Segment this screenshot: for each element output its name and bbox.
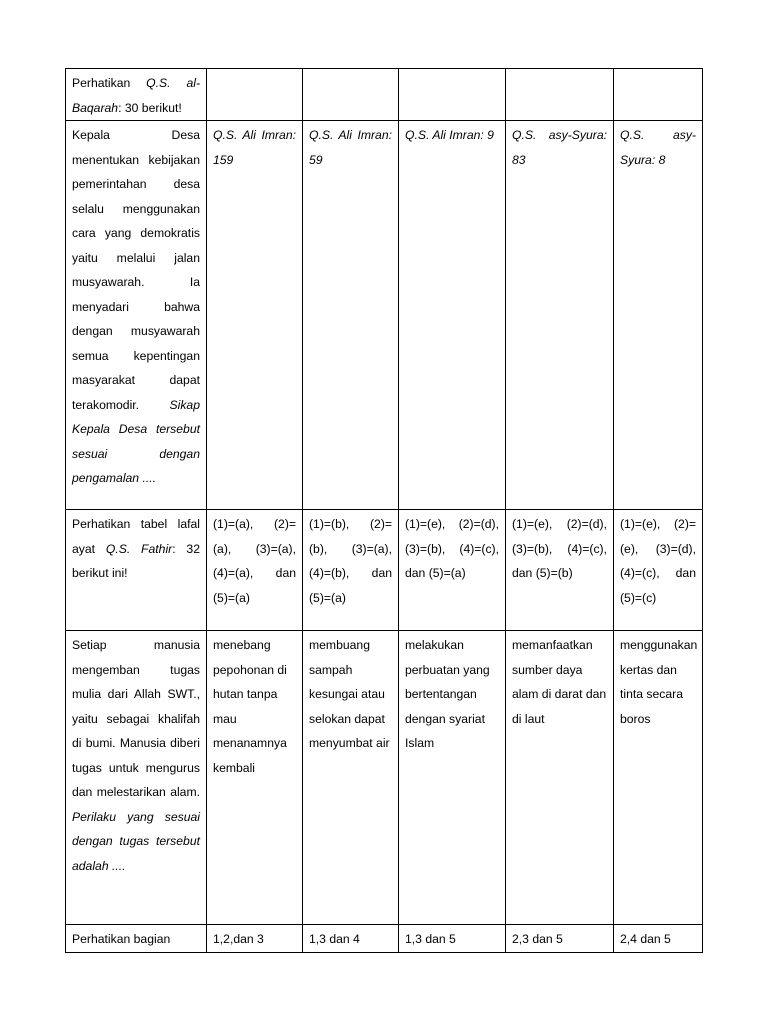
option-cell: (1)=(e), (2)=(d), (3)=(b), (4)=(c), dan (5)=(b)	[506, 510, 614, 631]
table-row	[66, 925, 703, 953]
question-surah: Q.S. al-Baqarah	[72, 76, 200, 115]
question-surah: Q.S. Fathir	[105, 541, 173, 556]
option-cell: melakukan perbuatan yang bertentangan dengan syariat Islam	[399, 631, 506, 925]
option-cell: membuang sampah kesungai atau selokan dapat menyumbat air	[303, 631, 399, 925]
table-row	[66, 510, 703, 631]
option-cell	[399, 69, 506, 121]
question-cell	[66, 121, 207, 510]
option-cell: (1)=(b), (2)=(b), (3)=(a), (4)=(b), dan (5)=(a)	[303, 510, 399, 631]
option-cell: Q.S. Ali Imran: 159	[207, 121, 303, 510]
question-cell	[66, 631, 207, 925]
question-cell	[66, 510, 207, 631]
option-cell: Q.S. Ali Imran: 59	[303, 121, 399, 510]
question-cell	[66, 925, 207, 953]
option-cell: (1)=(a), (2)=(a), (3)=(a), (4)=(a), dan (5)=(a)	[207, 510, 303, 631]
option-cell: 2,3 dan 5	[506, 925, 614, 953]
option-cell: 2,4 dan 5	[614, 925, 703, 953]
question-text: : 30 berikut!	[118, 100, 182, 115]
option-cell: 1,3 dan 5	[399, 925, 506, 953]
question-table	[65, 68, 703, 953]
option-cell: menggunakan kertas dan tinta secara boros	[614, 631, 703, 925]
table-row	[66, 631, 703, 925]
option-cell: Q.S. Ali Imran: 9	[399, 121, 506, 510]
option-cell: memanfaatkan sumber daya alam di darat dan di laut	[506, 631, 614, 925]
table-row	[66, 69, 703, 121]
option-cell	[303, 69, 399, 121]
option-cell: Q.S. asy-Syura: 8	[614, 121, 703, 510]
question-text: Perhatikan	[72, 76, 147, 90]
option-cell: 1,2,dan 3	[207, 925, 303, 953]
question-text: Kepala Desa menentukan kebijakan pemerintahan desa selalu menggunakan cara yang demokratis yaitu melalui jalan musyawarah. Ia menyadari bahwa dengan musyawarah semua kepentingan masyarakat dapat terakomodir.	[72, 128, 200, 412]
option-cell: Q.S. asy-Syura: 83	[506, 121, 614, 510]
question-prompt: Perilaku yang sesuai dengan tugas tersebut adalah ....	[72, 809, 200, 873]
question-text: : 32 berikut ini!	[72, 541, 200, 580]
option-cell: (1)=(e), (2)=(d), (3)=(b), (4)=(c), dan (5)=(a)	[399, 510, 506, 631]
option-cell	[506, 69, 614, 121]
question-text: Perhatikan bagian	[72, 932, 171, 946]
option-cell: 1,3 dan 4	[303, 925, 399, 953]
option-cell	[207, 69, 303, 121]
question-text: Perhatikan tabel lafal ayat	[72, 517, 200, 556]
question-prompt: Sikap Kepala Desa tersebut sesuai dengan pengamalan ....	[72, 397, 200, 485]
option-cell: menebang pepohonan di hutan tanpa mau menanamnya kembali	[207, 631, 303, 925]
option-cell	[614, 69, 703, 121]
question-text: Setiap manusia mengemban tugas mulia dari Allah SWT., yaitu sebagai khalifah di bumi. Manusia diberi tugas untuk mengurus dan melestarikan alam.	[72, 638, 200, 799]
option-cell: (1)=(e), (2)=(e), (3)=(d), (4)=(c), dan (5)=(c)	[614, 510, 703, 631]
table-row	[66, 121, 703, 510]
question-cell	[66, 69, 207, 121]
